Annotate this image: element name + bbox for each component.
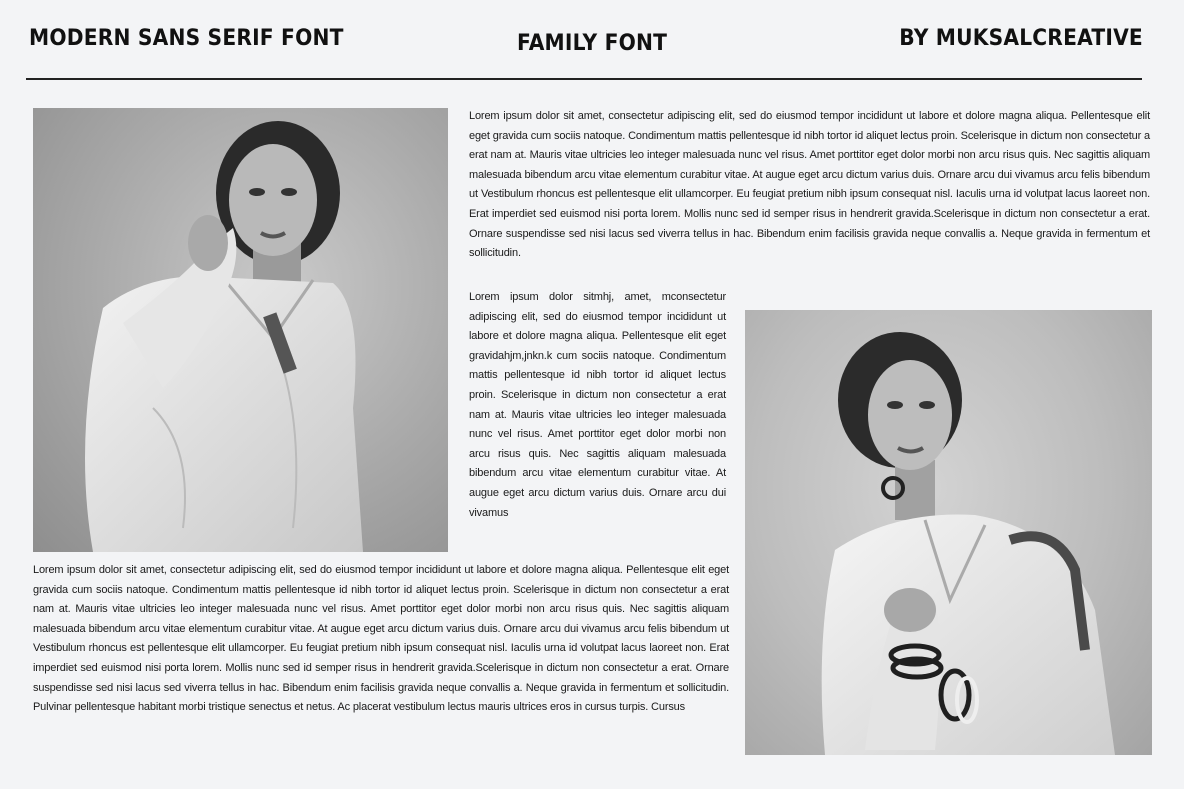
- paragraph-top-right: Lorem ipsum dolor sit amet, consectetur adipiscing elit, sed do eiusmod tempor incididunt ut labore et dolore magna aliqua. Pellentesque elit eget gravida cum sociis natoque. Condimentum mattis pellentesque id nibh tortor id aliquet lectus proin. Scelerisque in dictum non consectetur a erat nam at. Mauris vitae ultricies leo integer malesuada nunc vel risus. Amet porttitor eget dolor morbi non arcu risus quis. Nec sagittis aliquam malesuada bibendum arcu vitae elementum curabitur vitae. At augue eget arcu dictum varius duis. Ornare arcu dui vivamus arcu felis bibendum ut Vestibulum rhoncus est pellentesque elit ullamcorper. Eu feugiat pretium nibh ipsum consequat nisl. Iaculis urna id volutpat lacus laoreet non. Erat imperdiet sed euismod nisi porta lorem. Mollis nunc sed id semper risus in hendrerit gravida.Scelerisque in dictum non consectetur a erat. Ornare suspendisse sed nisi lacus sed viverra tellus in hac. Bibendum enim facilisis gravida neque convallis a. Neque gravida in fermentum et sollicitudin.: [469, 110, 1150, 260]
- header-left-title: MODERN SANS SERIF FONT: [29, 26, 344, 51]
- paragraph-bottom-left: Lorem ipsum dolor sit amet, consectetur adipiscing elit, sed do eiusmod tempor incididunt ut labore et dolore magna aliqua. Pellentesque elit eget gravida cum sociis natoque. Condimentum mattis pellentesque id nibh tortor id aliquet lectus proin. Scelerisque in dictum non consectetur a erat nam at. Mauris vitae ultricies leo integer malesuada nunc vel risus. Amet porttitor eget dolor morbi non arcu risus quis. Nec sagittis aliquam malesuada bibendum arcu vitae elementum curabitur vitae. At augue eget arcu dictum varius duis. Ornare arcu dui vivamus arcu felis bibendum ut Vestibulum rhoncus est pellentesque elit ullamcorper. Eu feugiat pretium nibh ipsum consequat nisl. Iaculis urna id volutpat lacus laoreet non. Erat imperdiet sed euismod nisi porta lorem. Mollis nunc sed id semper risus in hendrerit gravida.Scelerisque in dictum non consectetur a erat. Ornare suspendisse sed nisi lacus sed viverra tellus in hac. Bibendum enim facilisis gravida neque convallis a. Neque gravida in fermentum et sollicitudin. Pulvinar pellentesque habitant morbi tristique senectus et netus. Ac placerat vestibulum lectus mauris ultrices eros in cursus turpis. Cursus: [33, 564, 729, 714]
- paragraph-middle-column: Lorem ipsum dolor sitmhj, amet, mconsectetur adipiscing elit, sed do eiusmod tempor incididunt ut labore et dolore magna aliqua. Pellentesque elit eget gravidahjm,jnkn.k cum sociis natoque. Condimentum mattis pellentesque id nibh tortor id aliquet lectus proin. Scelerisque in dictum non consectetur a erat nam at. Mauris vitae ultricies leo integer malesuada nunc vel risus. Amet porttitor eget dolor morbi non arcu risus quis. Nec sagittis aliquam malesuada bibendum arcu vitae elementum curabitur vitae. At augue eget arcu dictum varius duis. Ornare arcu dui vivamus: [469, 291, 726, 519]
- header-divider: [26, 78, 1142, 80]
- portrait-photo-left: [33, 108, 448, 552]
- portrait-photo-right: [745, 310, 1152, 755]
- portrait-illustration-right: [745, 310, 1152, 755]
- header-center-title: FAMILY FONT: [517, 31, 668, 56]
- portrait-illustration-left: [33, 108, 448, 552]
- header-right-title: BY MUKSALCREATIVE: [899, 26, 1143, 51]
